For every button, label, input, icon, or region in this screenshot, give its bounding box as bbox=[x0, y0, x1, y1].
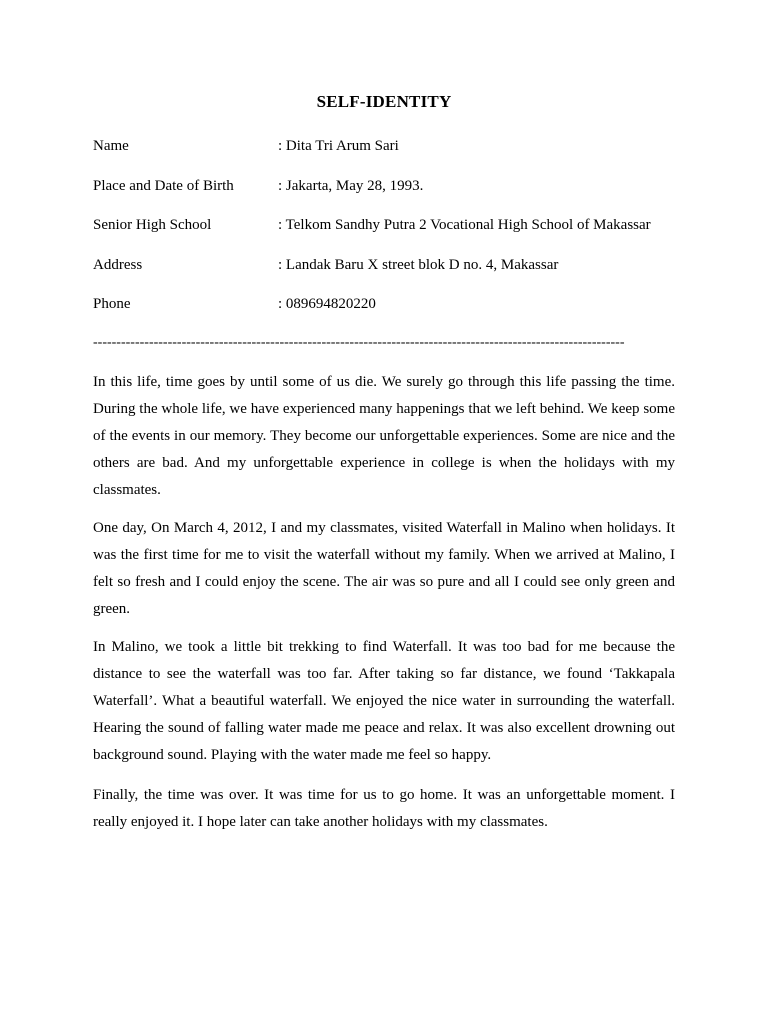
document-title: SELF-IDENTITY bbox=[316, 92, 452, 111]
identity-row-school bbox=[93, 215, 693, 235]
identity-row-phone bbox=[93, 294, 693, 314]
identity-value: : Dita Tri Arum Sari bbox=[278, 138, 399, 154]
identity-label: Senior High School bbox=[93, 217, 212, 233]
paragraph: One day, On March 4, 2012, I and my classmates, visited Waterfall in Malino when holidays. It was the first time for me to visit the waterfall without my family. When we arrived at Malino, I felt so fresh and I could enjoy the scene. The air was so pure and all I could see only green and green. bbox=[93, 520, 675, 617]
identity-value: : Landak Baru X street blok D no. 4, Makassar bbox=[278, 257, 559, 273]
identity-label: Phone bbox=[93, 296, 131, 312]
identity-value: : Jakarta, May 28, 1993. bbox=[278, 178, 424, 194]
identity-row-birth bbox=[93, 176, 693, 196]
paragraph: In Malino, we took a little bit trekking to find Waterfall. It was too bad for me because the distance to see the waterfall was too far. After taking so far distance, we found ‘Takkapala Waterfall’. What a beautiful waterfall. We enjoyed the nice water in surrounding the waterfall. Hearing the sound of falling water made me peace and relax. It was also excellent drowning out background sound. Playing with the water made me feel so happy. bbox=[93, 639, 675, 763]
identity-label: Address bbox=[93, 257, 143, 273]
identity-row-name bbox=[93, 136, 693, 156]
identity-label: Place and Date of Birth bbox=[93, 178, 234, 194]
identity-value: : 089694820220 bbox=[278, 296, 376, 312]
paragraph: Finally, the time was over. It was time for us to go home. It was an unforgettable moment. I really enjoyed it. I hope later can take another holidays with my classmates. bbox=[93, 787, 675, 830]
identity-label: Name bbox=[93, 138, 129, 154]
identity-row-address bbox=[93, 255, 693, 275]
identity-value: : Telkom Sandhy Putra 2 Vocational High School of Makassar bbox=[278, 217, 651, 233]
separator-line: ------------------------------------------------------------------------------------------------------------------ bbox=[93, 335, 625, 350]
paragraph: In this life, time goes by until some of us die. We surely go through this life passing the time. During the whole life, we have experienced many happenings that we left behind. We keep some of the events in our memory. They become our unforgettable experiences. Some are nice and the others are bad. And my unforgettable experience in college is when the holidays with my classmates. bbox=[93, 374, 675, 498]
